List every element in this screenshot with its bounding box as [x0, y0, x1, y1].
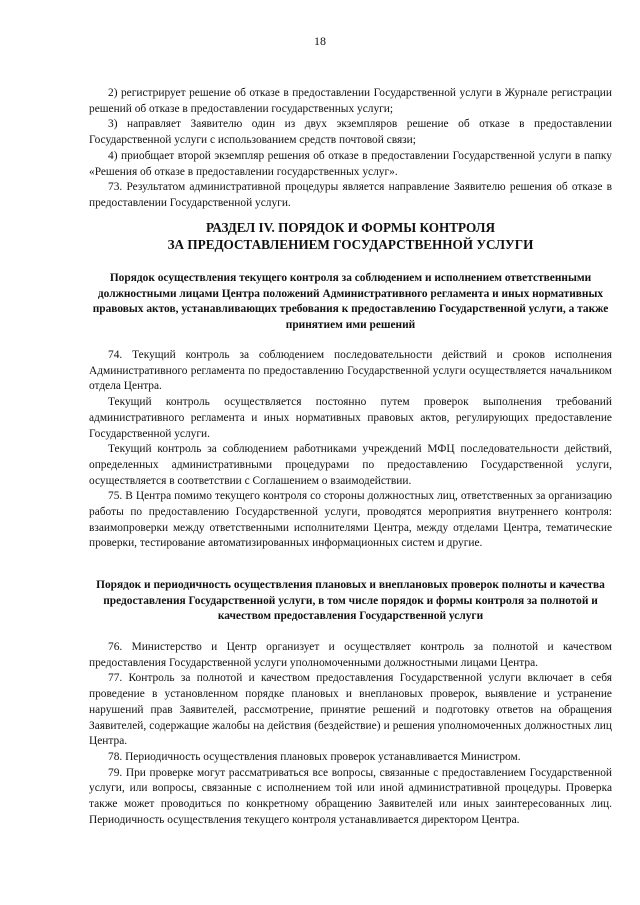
paragraphs-refusal-procedure	[89, 86, 612, 212]
section-title-line: ЗА ПРЕДОСТАВЛЕНИЕМ ГОСУДАРСТВЕННОЙ УСЛУГИ	[167, 236, 534, 252]
paragraph: Текущий контроль осуществляется постоянно путем проверок выполнения требований административного регламента и иных нормативных правовых актов, регулирующих предоставление Государственной услуги.	[89, 396, 612, 440]
paragraphs-current-control	[89, 348, 612, 552]
section-title	[89, 220, 612, 253]
paragraph: 77. Контроль за полнотой и качеством предоставления Государственной услуги включает в себя проведение в установленном порядке плановых и внеплановых проверок, выявление и устранение нарушений прав Заявителей, рассмотрение, принятие решений и подготовку ответов на обращения Заявителей, содержащие жалобы на действия (бездействие) и решения уполномоченных должностных лиц Центра.	[89, 672, 612, 748]
paragraph: 4) приобщает второй экземпляр решения об отказе в предоставлении Государственной услуги в папку «Решения об отказе в предоставлении государственных услуг».	[89, 149, 612, 178]
paragraph: Текущий контроль за соблюдением работниками учреждений МФЦ последовательности действий, определенных административными процедурами по предоставлению Государственной услуги, осуществляется в соответствии с Соглашением о взаимодействии.	[89, 443, 612, 487]
subheading-inspections: Порядок и периодичность осуществления плановых и внеплановых проверок полноты и качества предоставления Государственной услуги, в том числе порядок и формы контроля за полнотой и качеством предоставления Государственной услуги	[96, 579, 605, 623]
paragraph: 76. Министерство и Центр организует и осуществляет контроль за полнотой и качеством предоставления Государственной услуги уполномоченными должностными лицами Центра.	[89, 641, 612, 669]
subheading-current-control: Порядок осуществления текущего контроля за соблюдением и исполнением ответственными должностными лицами Центра положений Административного регламента и иных нормативных правовых актов, устанавливающих требования к предоставлению Государственной услуги, а также принятием ими решений	[92, 272, 609, 332]
paragraph: 79. При проверке могут рассматриваться все вопросы, связанные с предоставлением Государственной услуги, или вопросы, связанные с исполнением той или иной административной процедуры. Проверка также может проводиться по конкретному обращению Заявителей или иных заинтересованных лиц. Периодичность осуществления текущего контроля устанавливается директором Центра.	[89, 766, 612, 826]
paragraph: 2) регистрирует решение об отказе в предоставлении Государственной услуги в Журнале регистрации решений об отказе в предоставлении государственных услуги;	[89, 87, 612, 115]
paragraphs-inspections	[89, 640, 612, 828]
paragraph: 73. Результатом административной процедуры является направление Заявителю решения об отказе в предоставлении Государственной услуги.	[89, 181, 612, 209]
page-number: 18	[314, 34, 326, 48]
paragraph: 78. Периодичность осуществления плановых проверок устанавливается Министром.	[108, 750, 521, 763]
paragraph: 3) направляет Заявителю один из двух экземпляров решение об отказе в предоставлении Государственной услуги с использованием средств почтовой связи;	[89, 118, 612, 147]
paragraph: 74. Текущий контроль за соблюдением последовательности действий и сроков исполнения Административного регламента по предоставлению Государственной услуги осуществляется начальником отдела Центра.	[89, 349, 612, 393]
paragraph: 75. В Центра помимо текущего контроля со стороны должностных лиц, ответственных за организацию работы по предоставлению Государственной услуги, проводятся мероприятия внутреннего контроля: взаимопроверки между ответственными исполнителями Центра, между отделами Центра, тематические проверки, тестирование автоматизированных информационных систем и другие.	[89, 490, 612, 550]
section-title-line: РАЗДЕЛ IV. ПОРЯДОК И ФОРМЫ КОНТРОЛЯ	[206, 220, 495, 235]
